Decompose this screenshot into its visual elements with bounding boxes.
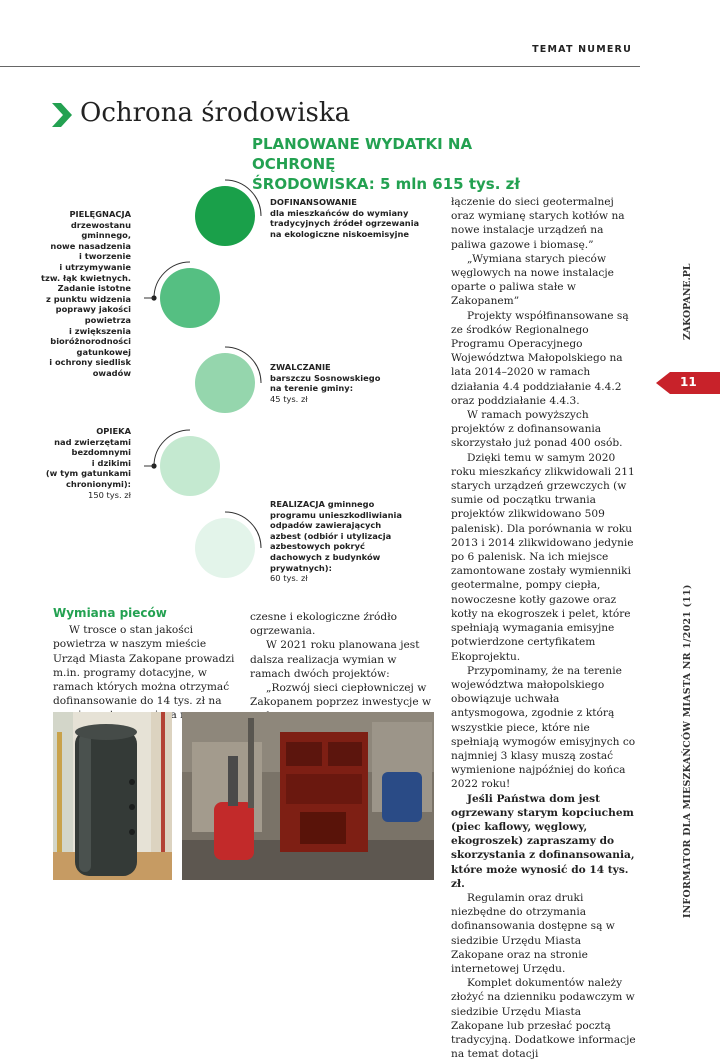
paragraph: Przypominamy, że na terenie województwa małopolskiego obowiązuje uchwała antysmogowa, zgodnie z którą wszystkie piece, które nie spełniają wymogów emisyjnych co najmniej 3 klasy muszą zostać wymienione najpóźniej do końca 2022 roku! [451,664,636,791]
bubble-label-line: i ochrony siedlisk [49,357,131,368]
paragraph-bold: Jeśli Państwa dom jest ogrzewany starym kopciuchem (piec kaflowy, węglowy, ekogroszek) zapraszamy do skorzystania z dofinansowania, które może wynosić do 14 tys. zł. [451,792,635,890]
article-column-2 [250,610,432,724]
site-name: ZAKOPANE.PL [682,263,693,340]
bubble-label-line: owadów [92,367,131,378]
bubble-label-line: tzw. łąk kwietnych. [41,272,131,283]
paragraph: W trosce o stan jakości powietrza w naszym mieście Urząd Miasta Zakopane prowadzi m.in. programy dotacyjne, w ramach których można otrzymać dofinansowanie do 14 tys. zł na [53,624,235,708]
boiler-photo [53,712,172,880]
bubble-label-zwalczanie [270,362,445,404]
paragraph: „Wymiana starych pieców węglowych na nowe instalacje oparte o paliwa stałe w Zakopanem” [451,252,614,308]
bubble-label-line: azbestowych pokryć [270,541,365,552]
bubble-label-line: odpadów zawierających [270,520,382,531]
chart-title-line-2: ŚRODOWISKA: 5 mln 615 tys. zł [252,175,520,193]
header-rule [0,66,640,67]
paragraph: czesne i ekologiczne źródło ogrzewania. [250,611,398,638]
bubble-value: 45 tys. zł [270,393,308,404]
page-number: 11 [680,375,697,389]
chart-title-line-1: PLANOWANE WYDATKI NA OCHRONĘ [252,135,473,173]
bubble-value: 60 tys. zł [270,573,308,584]
bubble-pielegnacja [160,268,220,328]
bubble-label-line: gminnego, [81,230,131,241]
bubble-opieka [160,436,220,496]
paragraph: „Rozwój sieci ciepłowniczej w Zakopanem poprzez inwestycje w [250,682,432,709]
article-column-3 [451,195,636,1061]
bubble-label-line: Zadanie istotne [57,283,131,294]
bubble-label-line: i tworzenie [79,251,131,262]
paragraph: Dzięki temu w samym 2020 roku mieszkańcy zlikwidowali 211 starych urządzeń grzewczych (w sumie od początku trwania projektów zlikwidowano 509 palenisk). Dla porównania w roku 2013 i 2014 zlikwidowano jedynie po 6 palenisk. Na ich miejsce zamontowane zostały wymienniki geotermalne, pompy ciepła, nowoczesne kotły gazowe oraz kotły na ekogroszek i pelet, które spełniają wymagania emisyjne potwierdzone certyfikatem Ekoprojektu. [451,451,635,663]
paragraph: W ramach powyższych projektów z dofinansowania skorzystało już ponad 400 osób. [451,409,623,450]
bubble-label-line: chronionymi): [66,478,131,489]
paragraph: Regulamin oraz druki niezbędne do otrzymania dofinansowania dostępne są w siedzibie Urzędu Miasta Zakopane oraz na stronie internetowej Urzędu. [451,891,615,975]
bubble-label-line: PIELĘGNACJA [69,209,131,219]
bubble-label-line: drzewostanu [70,219,131,230]
page-title: Ochrona środowiska [80,98,351,128]
bubble-label-line: tradycyjnych źródeł ogrzewania [270,218,420,229]
bubble-label-line: dla mieszkańców do wymiany [270,207,409,218]
chevron-right-icon [52,103,72,127]
bubble-label-line: barszczu Sosnowskiego [270,372,381,383]
paragraph: łączenie do sieci geotermalnej oraz wymianę starych kotłów na nowe instalacje urządzeń na paliwa gazowe i biomasę.” [451,196,625,251]
bubble-label-line: bezdomnymi [71,447,131,458]
bubble-label-dofinansowanie [270,197,445,239]
bubble-label-line: powietrza [84,314,131,325]
bubble-label-line: z punktu widzenia [45,293,131,304]
bubble-label-line: DOFINANSOWANIE [270,197,357,207]
bubble-label-line: na ekologiczne niskoemisyjne [270,228,410,239]
bubble-label-line: prywatnych): [270,562,332,573]
paragraph: Projekty współfinansowane są ze środków Regionalnego Programu Operacyjnego Województwa Małopolskiego na lata 2014–2020 w ramach działania 4.4 poddziałanie 4.4.2 oraz poddziałanie 4.4.3. [451,309,629,407]
bubble-label-line: azbest (odbiór i utylizacja [270,530,392,541]
bubble-realizacja [195,518,255,578]
bubble-label-line: nad zwierzętami [54,436,131,447]
chart-title [252,134,552,194]
paragraph: Komplet dokumentów należy złożyć na dzienniku podawczym w siedzibie Urzędu Miasta Zakopane lub przesłać pocztą tradycyjną. Dodatkowe informacje na temat dotacji [451,977,636,1061]
bubble-label-line: (w tym gatunkami [45,468,131,479]
section-label: TEMAT NUMERU [532,44,632,55]
bubble-label-line: ZWALCZANIE [270,362,331,372]
bubble-label-line: i dzikimi [91,457,131,468]
bubble-label-line: bioróżnorodności [50,336,131,347]
bubble-label-opieka [20,426,131,500]
bubble-label-line: poprawy jakości [55,304,131,315]
bubble-label-line: nowe nasadzenia [50,240,131,251]
old-furnace-photo [182,712,434,880]
bubble-label-line: gatunkowej [76,346,131,357]
bubble-label-line: i utrzymywanie [59,261,131,272]
bubble-label-line: REALIZACJA gminnego [270,499,375,509]
bubble-label-realizacja [270,499,445,584]
bubble-label-line: na terenie gminy: [270,383,354,394]
bubble-label-line: OPIEKA [96,426,131,436]
bubble-chart [130,180,270,580]
bubble-label-line: programu unieszkodliwiania [270,509,402,520]
bubble-label-line: dachowych z budynków [270,551,381,562]
bubble-value: 150 tys. zł [88,489,131,500]
article-column-1 [53,606,235,723]
publication-info: INFORMATOR DLA MIESZKAŃCÓW MIASTA NR 1/2021 (11) [682,584,693,918]
bubble-label-pielegnacja [20,209,131,379]
paragraph: W 2021 roku planowana jest dalsza realizacja wymian w ramach dwóch projektów: [250,639,420,680]
bubble-dofinansowanie [195,186,255,246]
section-subheading: Wymiana pieców [53,606,167,620]
bubble-zwalczanie [195,353,255,413]
bubble-label-line: i zwiększenia [69,325,131,336]
